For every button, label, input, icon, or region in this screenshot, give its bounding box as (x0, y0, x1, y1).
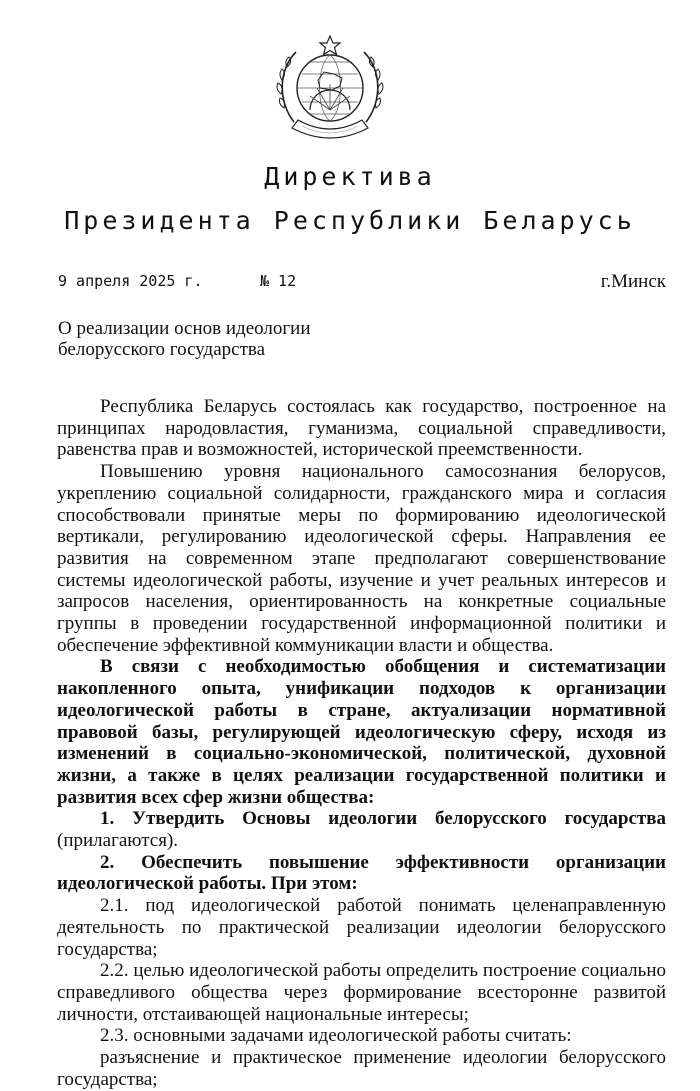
document-date: 9 апреля 2025 г. (58, 272, 203, 290)
item-2-1: 2.1. под идеологической работой понимать целенаправленную деятельность по практической реализации идеологии белорусского государства; (57, 895, 666, 960)
item-2-3: 2.3. основными задачами идеологической работы считать: (100, 1025, 572, 1047)
item-2-3-a: разъяснение и практическое применение идеологии белорусского государства; (57, 1047, 666, 1090)
document-city: г.Минск (600, 271, 666, 292)
item-2-2: 2.2. целью идеологической работы определить построение социально справедливого общества через формирование всесторонне развитой личности, отстаивающей национальные интересы; (57, 960, 666, 1025)
paragraph: Республика Беларусь состоялась как государство, построенное на принципах народовластия, гуманизма, социальной справедливости, равенства прав и возможностей, исторической преемственности. (57, 396, 666, 461)
item-2-heading: 2. Обеспечить повышение эффективности организации идеологической работы. При этом: (57, 851, 666, 895)
document-number: № 12 (260, 272, 297, 290)
document-type-title: Директива (264, 162, 436, 191)
item-1-heading: 1. Утвердить Основы идеологии белорусского государства (100, 808, 666, 830)
subject-line: белорусского государства (58, 339, 266, 360)
preamble-paragraph: В связи с необходимостью обобщения и систематизации накопленного опыта, унификации подходов к организации идеологической работы в стране, актуализации нормативной правовой базы, регулирующей идеологическую сферу, исходя из изменений в социально-экономической, политической, духовной жизни, а также в целях реализации государственной политики и развития всех сфер жизни общества: (57, 656, 666, 808)
document-body (57, 396, 666, 1091)
issuer-title: Президента Республики Беларусь (64, 206, 636, 235)
state-emblem (272, 30, 388, 146)
belarus-coat-of-arms-icon (272, 30, 388, 146)
subject-line: О реализации основ идеологии (58, 318, 311, 339)
paragraph: Повышению уровня национального самосознания белорусов, укреплению социальной солидарности, гражданского мира и согласия способствовали принятые меры по формированию идеологической вертикали, регулированию идеологической сферы. Направления ее развития на современном этапе предполагают совершенствование системы идеологической работы, изучение и учет реальных интересов и запросов населения, ориентированность на конкретные социальные группы в проведении государственной информационной политики и обеспечение эффективной коммуникации власти и общества. (57, 461, 666, 656)
document-subject (58, 318, 311, 360)
item-1-text: (прилагаются). (57, 830, 179, 852)
item-1 (57, 808, 666, 851)
